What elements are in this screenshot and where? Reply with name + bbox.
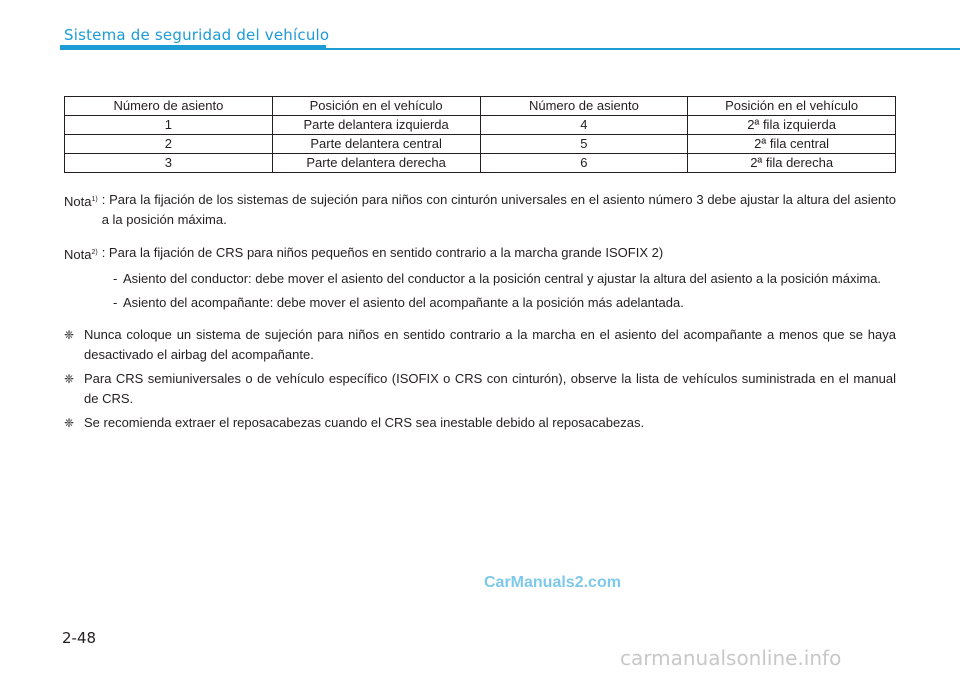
bullet-list [64, 325, 896, 433]
column-header: Número de asiento [65, 97, 273, 116]
bullet-icon: ❈ [64, 372, 75, 386]
seat-position-table [64, 96, 896, 173]
list-item: - Asiento del conductor: debe mover el asiento del conductor a la posición central y ajustar la altura del asiento a la posición máxima. [113, 271, 882, 286]
table-cell: 4 [480, 116, 688, 135]
table-cell: 1 [65, 116, 273, 135]
bullet-icon: ❈ [64, 416, 75, 430]
table-cell: 3 [65, 154, 273, 173]
bullet-icon: ❈ [64, 328, 75, 342]
table-cell: Parte delantera central [272, 135, 480, 154]
note-text: : Para la fijación de CRS para niños pequeños en sentido contrario a la marcha grande ISOFIX 2) [101, 245, 664, 260]
list-item: ❈ Para CRS semiuniversales o de vehículo específico (ISOFIX o CRS con cinturón), observe la lista de vehículos suministrada en el manual de CRS. [64, 369, 896, 409]
header-rule [326, 48, 960, 50]
header-accent-bar [60, 45, 326, 50]
table-cell: 2 [65, 135, 273, 154]
table-row [65, 135, 896, 154]
note-text: : Para la fijación de los sistemas de sujeción para niños con cinturón universales en el asiento número 3 debe ajustar la altura del asiento a la posición máxima. [101, 192, 896, 227]
table-cell: Parte delantera izquierda [272, 116, 480, 135]
table-row [65, 116, 896, 135]
table-cell: 2ª fila central [688, 135, 896, 154]
table-header-row [65, 97, 896, 116]
list-item: ❈ Se recomienda extraer el reposacabezas cuando el CRS sea inestable debido al reposacabezas. [64, 413, 896, 433]
table-cell: 2ª fila derecha [688, 154, 896, 173]
section-title: Sistema de seguridad del vehículo [64, 26, 330, 44]
column-header: Posición en el vehículo [688, 97, 896, 116]
note-label: Nota$^{1)}$ [64, 194, 98, 209]
table-cell: Parte delantera derecha [272, 154, 480, 173]
table-cell: 6 [480, 154, 688, 173]
note-label: Nota$^{2)}$ [64, 247, 98, 262]
watermark: CarManuals2.com [484, 574, 621, 591]
table-row [65, 154, 896, 173]
note-2-sub-list [64, 269, 896, 313]
page-number: 2-48 [62, 629, 97, 647]
footer-watermark: carmanualsonline.info [620, 646, 842, 670]
column-header: Número de asiento [480, 97, 688, 116]
table-cell: 5 [480, 135, 688, 154]
notes-section [64, 190, 896, 437]
list-item: ❈ Nunca coloque un sistema de sujeción para niños en sentido contrario a la marcha en el asiento del acompañante a menos que se haya desactivado el airbag del acompañante. [64, 325, 896, 365]
table-cell: 2ª fila izquierda [688, 116, 896, 135]
note-2 [64, 243, 896, 265]
list-item: - Asiento del acompañante: debe mover el asiento del acompañante a la posición más adelantada. [113, 295, 684, 310]
note-1 [64, 190, 896, 230]
column-header: Posición en el vehículo [272, 97, 480, 116]
